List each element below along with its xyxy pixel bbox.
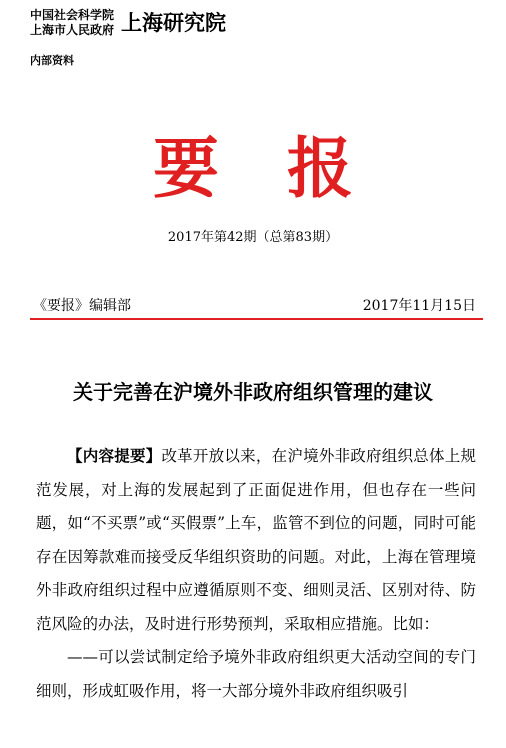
body-paragraph: ——可以尝试制定给予境外非政府组织更大活动空间的专门细则，形成虹吸作用，将一大部分境外非政府组织吸引	[36, 648, 476, 700]
publication-date: 2017年11月15日	[362, 298, 476, 314]
org-name-shanghai-government: 上海市人民政府	[30, 23, 115, 37]
institute-name: 上海研究院	[121, 10, 226, 35]
org-name-cass: 中国社会科学院	[30, 8, 115, 22]
summary-text: 改革开放以来，在沪境外非政府组织总体上规范发展，对上海的发展起到了正面促进作用，但也存在一些问题，如“不买票”或“买假票”上车，监管不到位的问题，同时可能存在因筹款难而接受反华组织资助的问题。对此，上海在管理境外非政府组织过程中应遵循原则不变、细则灵活、区别对待、防范风险的办法，及时进行形势预判，采取相应措施。比如：	[36, 447, 476, 633]
editorial-department: 《要报》编辑部	[33, 298, 131, 314]
summary-paragraph	[36, 440, 476, 641]
article-body	[36, 440, 476, 708]
report-masthead: 要报	[153, 129, 421, 207]
article-title: 关于完善在沪境外非政府组织管理的建议	[73, 380, 433, 404]
red-divider-rule	[30, 318, 483, 320]
summary-label: 【内容提要】	[67, 447, 162, 465]
issue-number: 2017年第42期（总第83期）	[167, 230, 339, 245]
internal-material-label: 内部资料	[30, 54, 74, 67]
